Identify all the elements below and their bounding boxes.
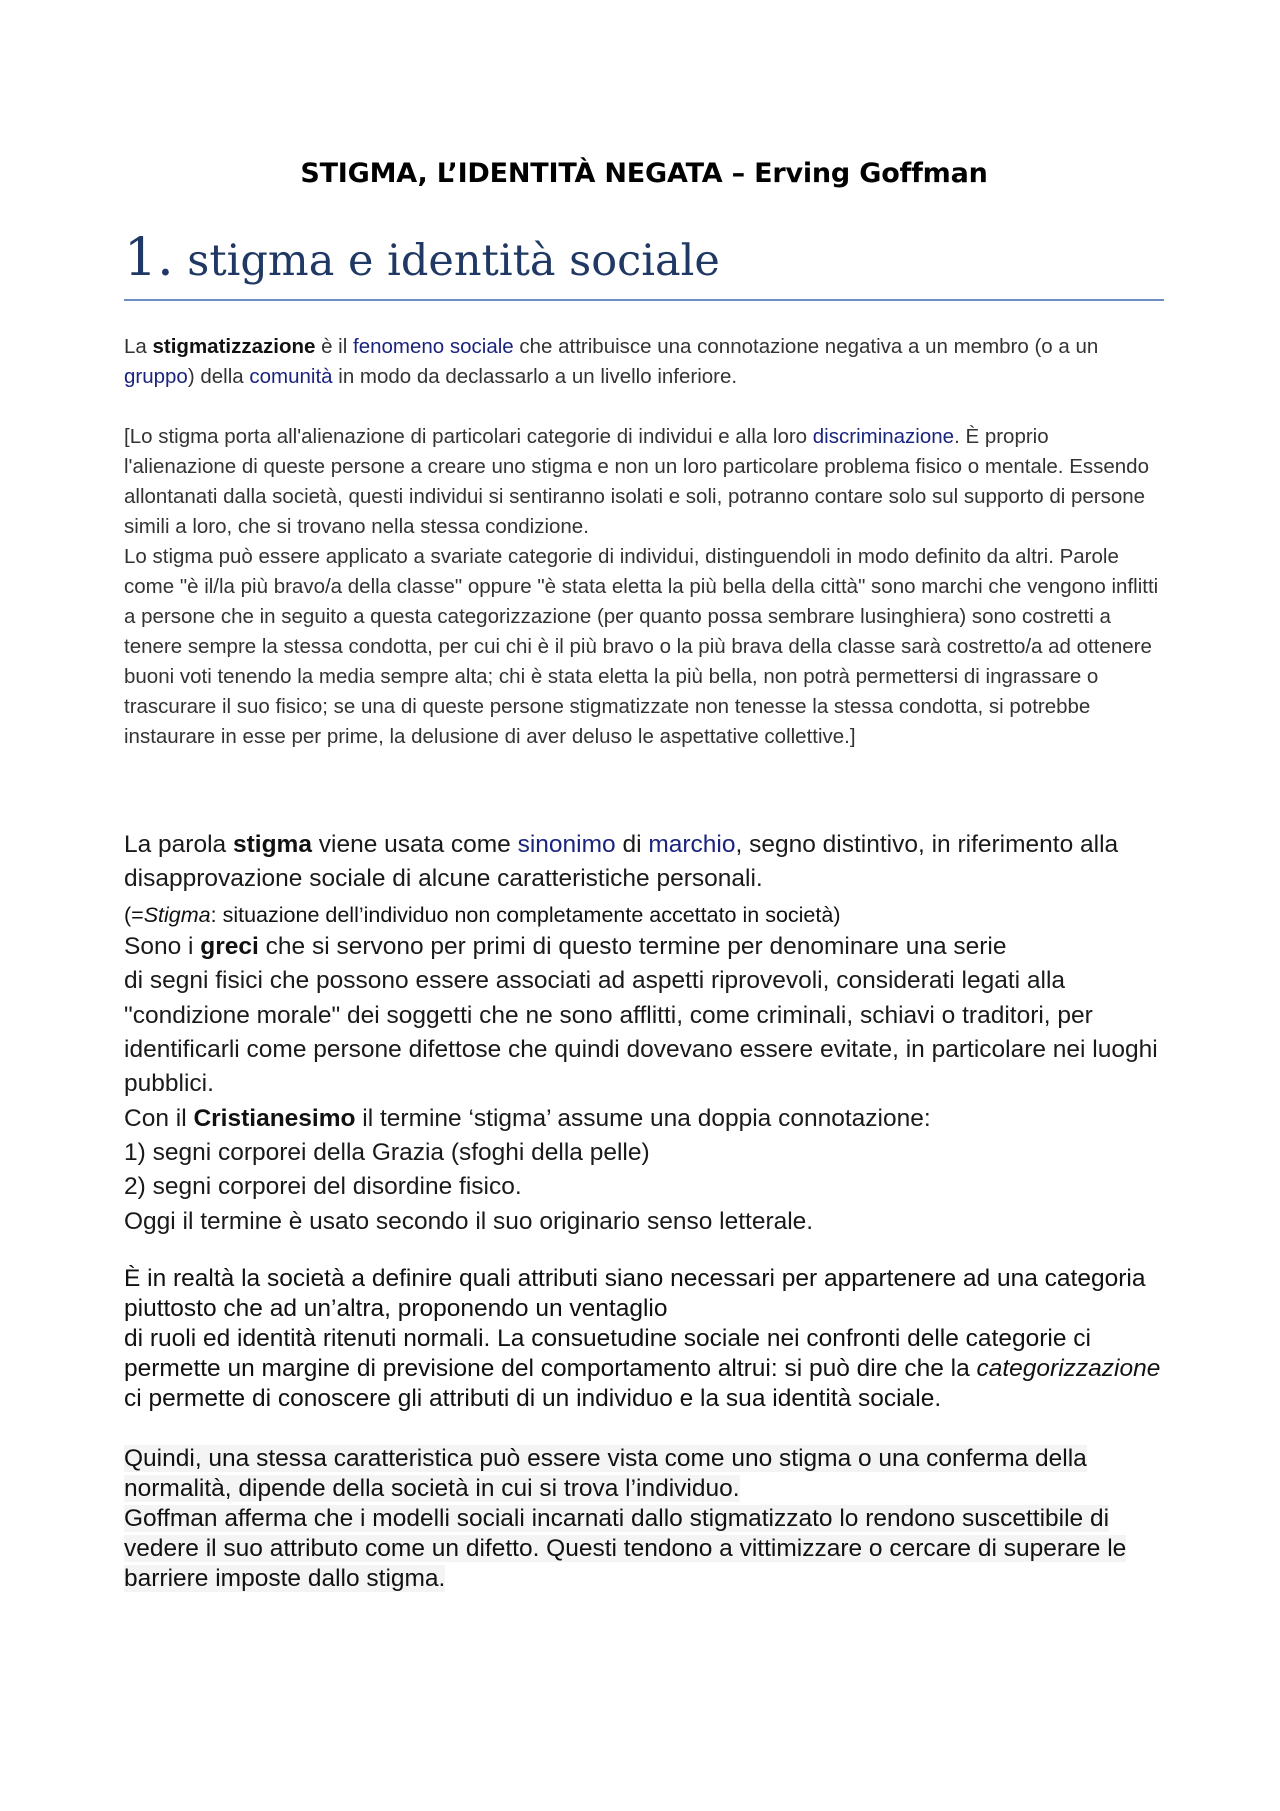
paragraph-stigma-note xyxy=(124,900,1164,930)
paragraph-categories: Lo stigma può essere applicato a svariate categorie di individui, distinguendoli in modo definito da altri. Parole come "è il/la più bravo/a della classe" oppure "è stata eletta la più bella della città" sono marchi che vengono inflitti a persone che in seguito a questa categorizzazione (per quanto possa sembrare lusinghiera) sono costretti a tenere sempre la stessa condotta, per cui chi è il più bravo o la più brava della classe sarà costretto/a ad ottenere buoni voti tenendo la media sempre alta; chi è stata eletta la più bella, non potrà permettersi di ingrassare o trascurare il suo fisico; se una di queste persone stigmatizzate non tenesse la stessa condotta, si potrebbe instaurare in esse per prime, la delusione di aver deluso le aspettative collettive.] xyxy=(124,545,1159,748)
paragraph-society xyxy=(124,1264,1164,1414)
bold-term: greci xyxy=(200,933,259,960)
text-run: (= xyxy=(124,903,144,927)
paragraph-greeks xyxy=(124,930,1164,1101)
highlighted-text: Goffman afferma che i modelli sociali incarnati dallo stigmatizzato lo rendono suscettibile di vedere il suo attributo come un difetto. Questi tendono a vittimizzare o cercare di superare le barriere imposte dallo stigma. xyxy=(124,1505,1127,1593)
text-run: di ruoli ed identità ritenuti normali. La consuetudine sociale nei confronti delle categorie ci permette un margine di previsione del comportamento altrui: si può dire che la xyxy=(124,1325,1091,1383)
text-run: , segno distintivo, in riferimento alla disapprovazione sociale di alcune caratteristiche personali. xyxy=(124,831,1119,893)
link-fenomeno-sociale[interactable]: fenomeno sociale xyxy=(353,335,514,358)
paragraph-society-line1: È in realtà la società a definire quali attributi siano necessari per appartenere ad una categoria piuttosto che ad un’altra, proponendo un ventaglio xyxy=(124,1265,1146,1323)
text-run: in modo da declassarlo a un livello inferiore. xyxy=(332,365,738,388)
section-heading xyxy=(124,228,1164,301)
text-run: di xyxy=(615,831,649,858)
bold-term: stigma xyxy=(232,831,312,858)
text-run: La xyxy=(124,335,153,358)
paragraph-alienation xyxy=(124,422,1164,542)
paragraph-definition xyxy=(124,332,1164,392)
section-number: 1. xyxy=(124,228,174,288)
link-comunita[interactable]: comunità xyxy=(249,365,333,388)
text-run: viene usata come xyxy=(311,831,518,858)
paragraph-normality xyxy=(124,1444,1164,1504)
text-run: il termine ‘stigma’ assume una doppia connotazione: xyxy=(355,1105,931,1132)
text-run: Sono i xyxy=(124,933,201,960)
italic-term: Stigma xyxy=(143,903,211,927)
text-run: Con il xyxy=(124,1105,194,1132)
list-item: 2) segni corporei del disordine fisico. xyxy=(124,1173,522,1200)
link-gruppo[interactable]: gruppo xyxy=(124,365,188,388)
text-run: è il xyxy=(315,335,353,358)
paragraph-word-stigma xyxy=(124,828,1164,897)
text-run: che attribuisce una connotazione negativa a un membro (o a un xyxy=(513,335,1099,358)
text-run: ci permette di conoscere gli attributi di un individuo e la sua identità sociale. xyxy=(124,1385,942,1413)
paragraph-goffman xyxy=(124,1504,1164,1594)
paragraph-today: Oggi il termine è usato secondo il suo originario senso letterale. xyxy=(124,1208,814,1235)
text-run: che si servono per primi di questo termine per denominare una serie xyxy=(258,933,1007,960)
link-sinonimo[interactable]: sinonimo xyxy=(517,831,616,858)
bold-term: Cristianesimo xyxy=(193,1105,356,1132)
text-run: : situazione dell’individuo non completamente accettato in società) xyxy=(210,903,841,927)
document-title: STIGMA, L’IDENTITÀ NEGATA – Erving Goffman xyxy=(300,158,988,189)
section-heading-text: stigma e identità sociale xyxy=(187,236,720,286)
text-run: . È proprio l'alienazione di queste persone a creare uno stigma e non un loro particolare problema fisico o mentale. Essendo allontanati dalla società, questi individui si sentiranno isolati e soli, potranno contare solo sul supporto di persone simili a loro, che si trovano nella stessa condizione. xyxy=(124,425,1149,538)
italic-term: categorizzazione xyxy=(976,1355,1161,1383)
link-marchio[interactable]: marchio xyxy=(648,831,736,858)
link-discriminazione[interactable]: discriminazione xyxy=(812,425,955,448)
paragraph-greeks-line1 xyxy=(124,930,1164,964)
bold-term: stigmatizzazione xyxy=(152,335,316,358)
text-run: La parola xyxy=(124,831,233,858)
paragraph-greeks-body: di segni fisici che possono essere associati ad aspetti riprovevoli, considerati legati alla "condizione morale" dei soggetti che ne sono afflitti, come criminali, schiavi o traditori, per identificarli come persone difettose che quindi dovevano essere evitate, in particolare nei luoghi pubblici. xyxy=(124,967,1158,1098)
highlighted-text: Quindi, una stessa caratteristica può essere vista come uno stigma o una conferma della normalità, dipende della società in cui si trova l’individuo. xyxy=(124,1445,1087,1503)
text-run: [Lo stigma porta all'alienazione di particolari categorie di individui e alla loro xyxy=(124,425,813,448)
text-run: ) della xyxy=(187,365,250,388)
paragraph-society-body xyxy=(124,1324,1164,1414)
list-item: 1) segni corporei della Grazia (sfoghi della pelle) xyxy=(124,1139,650,1166)
paragraph-christianity xyxy=(124,1102,1164,1136)
